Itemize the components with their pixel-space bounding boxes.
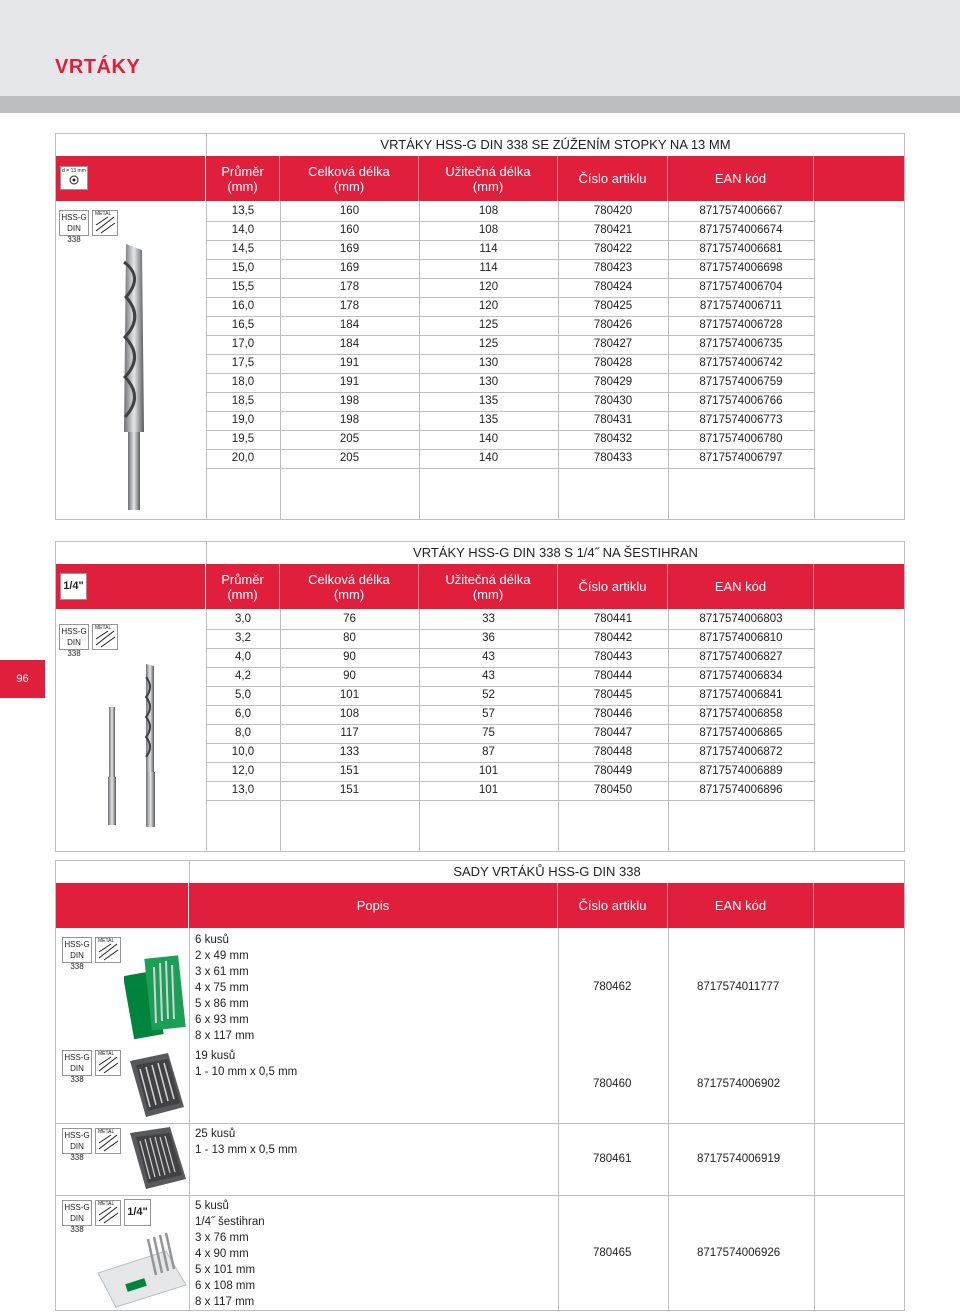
din-label: DIN 338: [67, 638, 81, 658]
shank-diameter-label: d = 13 mm: [62, 168, 86, 174]
header-unit: (mm): [472, 586, 504, 602]
hex-shank-icon: [124, 1199, 151, 1226]
cell-diameter: 5,0: [235, 689, 251, 701]
set-1-article: 780462: [593, 981, 632, 993]
cell-diameter: 16,5: [231, 319, 255, 331]
header-label: EAN kód: [714, 171, 767, 186]
metal-label: METAL: [98, 1051, 115, 1057]
cell-total-length: 178: [339, 300, 360, 312]
cell-diameter: 8,0: [235, 727, 251, 739]
set-spec-line: 3 x 61 mm: [195, 966, 249, 978]
column-article-number: [558, 883, 668, 928]
cell-article: 780445: [593, 689, 633, 701]
metal-icon: [95, 1128, 121, 1154]
cell-useful-length: 57: [482, 708, 495, 720]
hss-g-din338-badge: [62, 937, 92, 971]
cell-ean: 8717574006803: [699, 613, 783, 625]
hss-label: HSS-G: [64, 1053, 90, 1062]
cell-diameter: 13,5: [231, 205, 255, 217]
cell-diameter: 18,0: [231, 376, 255, 388]
cell-article: 780423: [593, 262, 633, 274]
cell-useful-length: 87: [482, 746, 495, 758]
cell-article: 780427: [593, 338, 633, 350]
metal-icon: [92, 624, 118, 650]
din-label: DIN 338: [70, 1142, 84, 1162]
grid-line: [814, 928, 815, 1310]
cell-diameter: 19,0: [231, 414, 255, 426]
cell-useful-length: 114: [479, 243, 498, 255]
set-spec-line: 8 x 117 mm: [195, 1296, 255, 1308]
cell-total-length: 160: [339, 205, 360, 217]
cell-article: 780425: [593, 300, 633, 312]
cell-diameter: 13,0: [231, 784, 255, 796]
cell-total-length: 80: [343, 632, 356, 644]
hex-label: 1/4": [127, 1206, 148, 1218]
set-spec-line: 5 x 86 mm: [195, 998, 249, 1010]
column-diameter: [206, 564, 280, 609]
set-spec-line: 1 - 13 mm x 0,5 mm: [195, 1144, 298, 1156]
column-article-number: [558, 156, 668, 201]
column-ean: [668, 564, 814, 609]
hss-g-din338-badge: [59, 624, 89, 658]
row-separator: [56, 1195, 904, 1196]
header-label: Užitečná délka: [445, 571, 531, 587]
cell-article: 780422: [593, 243, 633, 255]
cell-article: 780428: [593, 357, 633, 369]
cell-ean: 8717574006865: [699, 727, 783, 739]
header-unit: (mm): [333, 586, 365, 602]
hss-label: HSS-G: [61, 627, 87, 636]
page-title: VRTÁKY: [55, 56, 141, 78]
header-unit: (mm): [333, 178, 365, 194]
icon-header-cell: [56, 564, 206, 609]
metal-label: METAL: [98, 1129, 115, 1135]
cell-ean: 8717574006742: [699, 357, 783, 369]
cell-article: 780429: [593, 376, 633, 388]
cell-ean: 8717574006889: [699, 765, 783, 777]
cell-diameter: 17,5: [231, 357, 255, 369]
grid-line: [558, 928, 559, 1310]
set-spec-line: 2 x 49 mm: [195, 950, 249, 962]
cell-article: 780443: [593, 651, 633, 663]
metal-label: METAL: [98, 938, 115, 944]
column-extra-1: [814, 564, 904, 609]
hex-drills-image: [100, 662, 160, 832]
set-4-description: [195, 1198, 265, 1310]
cell-useful-length: 120: [478, 281, 499, 293]
cell-total-length: 169: [339, 262, 360, 274]
page-header: [0, 0, 960, 96]
grid-line: [668, 928, 669, 1310]
row-separator: [56, 1123, 904, 1124]
set-spec-line: 6 x 108 mm: [195, 1280, 256, 1292]
cell-ean: 8717574006698: [699, 262, 783, 274]
metal-icon: [95, 1050, 121, 1076]
drill-set-6pcs-image: [124, 943, 186, 1043]
icon-header-cell: [56, 883, 189, 928]
set-spec-line: 6 x 93 mm: [195, 1014, 249, 1026]
cell-useful-length: 135: [478, 414, 499, 426]
cell-article: 780441: [593, 613, 633, 625]
cell-article: 780446: [593, 708, 633, 720]
din-label: DIN 338: [67, 224, 81, 244]
drill-set-5pcs-hex-image: [96, 1229, 188, 1309]
cell-useful-length: 130: [478, 376, 499, 388]
drill-set-19pcs-image: [128, 1051, 186, 1121]
set-count: 19 kusů: [195, 1050, 236, 1062]
set-2-article: 780460: [593, 1078, 632, 1090]
cell-diameter: 12,0: [231, 765, 255, 777]
cell-ean: 8717574006759: [699, 376, 783, 388]
set-2-ean: 8717574006902: [697, 1078, 781, 1090]
cell-ean: 8717574006667: [699, 205, 783, 217]
cell-diameter: 20,0: [231, 452, 255, 464]
header-label: Číslo artiklu: [578, 171, 647, 186]
set-1-ean: 8717574011777: [697, 981, 780, 993]
cell-useful-length: 125: [478, 338, 499, 350]
cell-diameter: 4,2: [235, 670, 251, 682]
cell-total-length: 160: [339, 224, 360, 236]
cell-diameter: 16,0: [231, 300, 255, 312]
header-unit: (mm): [472, 178, 504, 194]
table-title: SADY VRTÁKŮ HSS-G DIN 338: [189, 861, 904, 883]
cell-total-length: 205: [339, 452, 360, 464]
column-extra-1: [814, 883, 904, 928]
cell-ean: 8717574006735: [699, 338, 783, 350]
table-title: VRTÁKY HSS-G DIN 338 S 1/4˝ NA ŠESTIHRAN: [206, 542, 904, 564]
cell-useful-length: 130: [478, 357, 499, 369]
metal-label: METAL: [95, 625, 112, 631]
cell-ean: 8717574006872: [699, 746, 783, 758]
header-label: Číslo artiklu: [578, 579, 647, 594]
cell-total-length: 191: [339, 376, 360, 388]
cell-article: 780431: [593, 414, 633, 426]
table-drill-sets: [55, 860, 905, 1311]
header-unit: (mm): [227, 178, 258, 194]
hex-shank-icon: [60, 573, 87, 600]
cell-article: 780448: [593, 746, 633, 758]
column-extra-1: [814, 156, 904, 201]
cell-useful-length: 114: [479, 262, 498, 274]
cell-total-length: 151: [339, 784, 360, 796]
column-ean: [668, 883, 814, 928]
page-number: 96: [16, 673, 29, 685]
hss-label: HSS-G: [64, 1131, 90, 1140]
cell-article: 780430: [593, 395, 633, 407]
table-header: [56, 883, 904, 928]
icon-header-cell: [56, 156, 206, 201]
cell-total-length: 117: [340, 727, 359, 739]
cell-total-length: 108: [339, 708, 360, 720]
cell-useful-length: 140: [478, 433, 499, 445]
metal-icon: [95, 937, 121, 963]
cell-diameter: 17,0: [231, 338, 255, 350]
drill-13mm-shank-image: [114, 242, 154, 512]
cell-useful-length: 101: [478, 784, 499, 796]
metal-label: METAL: [95, 211, 112, 217]
header-label: EAN kód: [714, 579, 767, 594]
set-spec-line: 1/4˝ šestihran: [195, 1216, 265, 1228]
column-article-number: [558, 564, 668, 609]
cell-useful-length: 75: [482, 727, 495, 739]
cell-useful-length: 108: [478, 224, 499, 236]
cell-ean: 8717574006797: [699, 452, 783, 464]
cell-total-length: 205: [339, 433, 360, 445]
cell-ean: 8717574006858: [699, 708, 783, 720]
cell-total-length: 184: [339, 319, 360, 331]
table-header: [56, 564, 904, 609]
page-number-tab: [0, 660, 45, 698]
table-drills-13mm-shank: [55, 133, 905, 520]
cell-total-length: 101: [339, 689, 360, 701]
hss-label: HSS-G: [61, 213, 87, 222]
cell-ean: 8717574006711: [699, 300, 783, 312]
row-separator: [206, 800, 814, 801]
set-count: 25 kusů: [195, 1128, 236, 1140]
column-total-length: [280, 564, 419, 609]
cell-useful-length: 33: [482, 613, 495, 625]
cell-ean: 8717574006827: [699, 651, 783, 663]
cell-total-length: 90: [343, 651, 356, 663]
cell-total-length: 133: [339, 746, 360, 758]
drill-set-25pcs-image: [128, 1125, 188, 1193]
cell-article: 780450: [593, 784, 633, 796]
hss-g-din338-badge: [62, 1050, 92, 1084]
metal-icon: [95, 1200, 121, 1226]
cell-ean: 8717574006773: [699, 414, 783, 426]
column-total-length: [280, 156, 419, 201]
header-label: Popis: [356, 898, 390, 913]
cell-article: 780424: [593, 281, 633, 293]
hss-g-din338-badge: [62, 1128, 92, 1162]
set-spec-line: 4 x 90 mm: [195, 1248, 249, 1260]
set-3-description: [195, 1126, 297, 1158]
column-useful-length: [419, 564, 558, 609]
column-ean: [668, 156, 814, 201]
header-unit: (mm): [227, 586, 258, 602]
table-title: VRTÁKY HSS-G DIN 338 SE ZÚŽENÍM STOPKY NA 13 MM: [206, 134, 904, 156]
cell-article: 780447: [593, 727, 633, 739]
din-label: DIN 338: [70, 1064, 84, 1084]
cell-ean: 8717574006681: [699, 243, 783, 255]
set-4-article: 780465: [593, 1247, 632, 1259]
cell-useful-length: 108: [478, 205, 499, 217]
set-spec-line: 1 - 10 mm x 0,5 mm: [195, 1066, 298, 1078]
cell-article: 780426: [593, 319, 633, 331]
header-label: Celková délka: [308, 163, 390, 179]
grid-line: [814, 609, 815, 851]
cell-article: 780449: [593, 765, 633, 777]
set-spec-line: 5 x 101 mm: [195, 1264, 256, 1276]
cell-useful-length: 120: [478, 300, 499, 312]
cell-total-length: 191: [339, 357, 360, 369]
cell-article: 780433: [593, 452, 633, 464]
hss-g-din338-badge: [62, 1200, 92, 1234]
cell-useful-length: 140: [478, 452, 499, 464]
cell-ean: 8717574006780: [699, 433, 783, 445]
cell-total-length: 169: [339, 243, 360, 255]
header-label: Celková délka: [308, 571, 390, 587]
set-3-article: 780461: [593, 1153, 632, 1165]
cell-diameter: 19,5: [231, 433, 255, 445]
cell-total-length: 178: [339, 281, 360, 293]
cell-diameter: 4,0: [235, 651, 251, 663]
cell-ean: 8717574006810: [699, 632, 783, 644]
header-label: Průměr: [221, 163, 264, 179]
cell-diameter: 18,5: [231, 395, 255, 407]
din-label: DIN 338: [70, 951, 84, 971]
cell-diameter: 3,0: [235, 613, 251, 625]
cell-useful-length: 135: [478, 395, 499, 407]
cell-article: 780421: [593, 224, 633, 236]
cell-ean: 8717574006841: [699, 689, 783, 701]
cell-article: 780432: [593, 433, 633, 445]
set-count: 5 kusů: [195, 1200, 229, 1212]
din-label: DIN 338: [70, 1214, 84, 1234]
cell-diameter: 15,0: [231, 262, 255, 274]
row-separator: [206, 468, 814, 469]
cell-useful-length: 36: [482, 632, 495, 644]
cell-total-length: 198: [339, 395, 360, 407]
cell-useful-length: 52: [482, 689, 495, 701]
cell-article: 780420: [593, 205, 633, 217]
set-count: 6 kusů: [195, 934, 229, 946]
cell-diameter: 14,0: [231, 224, 255, 236]
cell-useful-length: 125: [478, 319, 499, 331]
cell-diameter: 15,5: [231, 281, 255, 293]
set-spec-line: 3 x 76 mm: [195, 1232, 249, 1244]
shank-13mm-icon: [60, 166, 88, 190]
set-4-ean: 8717574006926: [697, 1247, 781, 1259]
cell-article: 780442: [593, 632, 633, 644]
cell-ean: 8717574006704: [699, 281, 783, 293]
hss-g-din338-badge: [59, 210, 89, 244]
cell-ean: 8717574006766: [699, 395, 783, 407]
header-divider: [0, 96, 960, 113]
hss-label: HSS-G: [64, 940, 90, 949]
cell-article: 780444: [593, 670, 633, 682]
cell-useful-length: 101: [478, 765, 499, 777]
header-label: Průměr: [221, 571, 264, 587]
header-label: Užitečná délka: [445, 163, 531, 179]
grid-line: [189, 928, 190, 1310]
cell-total-length: 198: [339, 414, 360, 426]
cell-total-length: 151: [339, 765, 360, 777]
set-3-ean: 8717574006919: [697, 1153, 781, 1165]
column-useful-length: [419, 156, 558, 201]
header-label: EAN kód: [714, 898, 767, 913]
cell-useful-length: 43: [482, 651, 495, 663]
set-2-description: [195, 1048, 297, 1080]
cell-total-length: 90: [343, 670, 356, 682]
cell-total-length: 76: [343, 613, 356, 625]
set-1-description: [195, 932, 254, 1044]
metal-label: METAL: [98, 1201, 115, 1207]
header-label: Číslo artiklu: [578, 898, 647, 913]
table-drills-hex-shank: [55, 541, 905, 852]
cell-diameter: 3,2: [235, 632, 251, 644]
cell-diameter: 10,0: [231, 746, 255, 758]
hex-label: 1/4": [63, 580, 84, 592]
grid-line: [814, 201, 815, 519]
table-header: [56, 156, 904, 201]
cell-diameter: 14,5: [231, 243, 255, 255]
set-spec-line: 4 x 75 mm: [195, 982, 249, 994]
cell-diameter: 6,0: [235, 708, 251, 720]
column-description: [189, 883, 558, 928]
column-diameter: [206, 156, 280, 201]
cell-ean: 8717574006674: [699, 224, 783, 236]
cell-useful-length: 43: [482, 670, 495, 682]
metal-icon: [92, 210, 118, 236]
hss-label: HSS-G: [64, 1203, 90, 1212]
cell-total-length: 184: [339, 338, 360, 350]
cell-ean: 8717574006896: [699, 784, 783, 796]
set-spec-line: 8 x 117 mm: [195, 1030, 255, 1042]
cell-ean: 8717574006834: [699, 670, 783, 682]
cell-ean: 8717574006728: [699, 319, 783, 331]
